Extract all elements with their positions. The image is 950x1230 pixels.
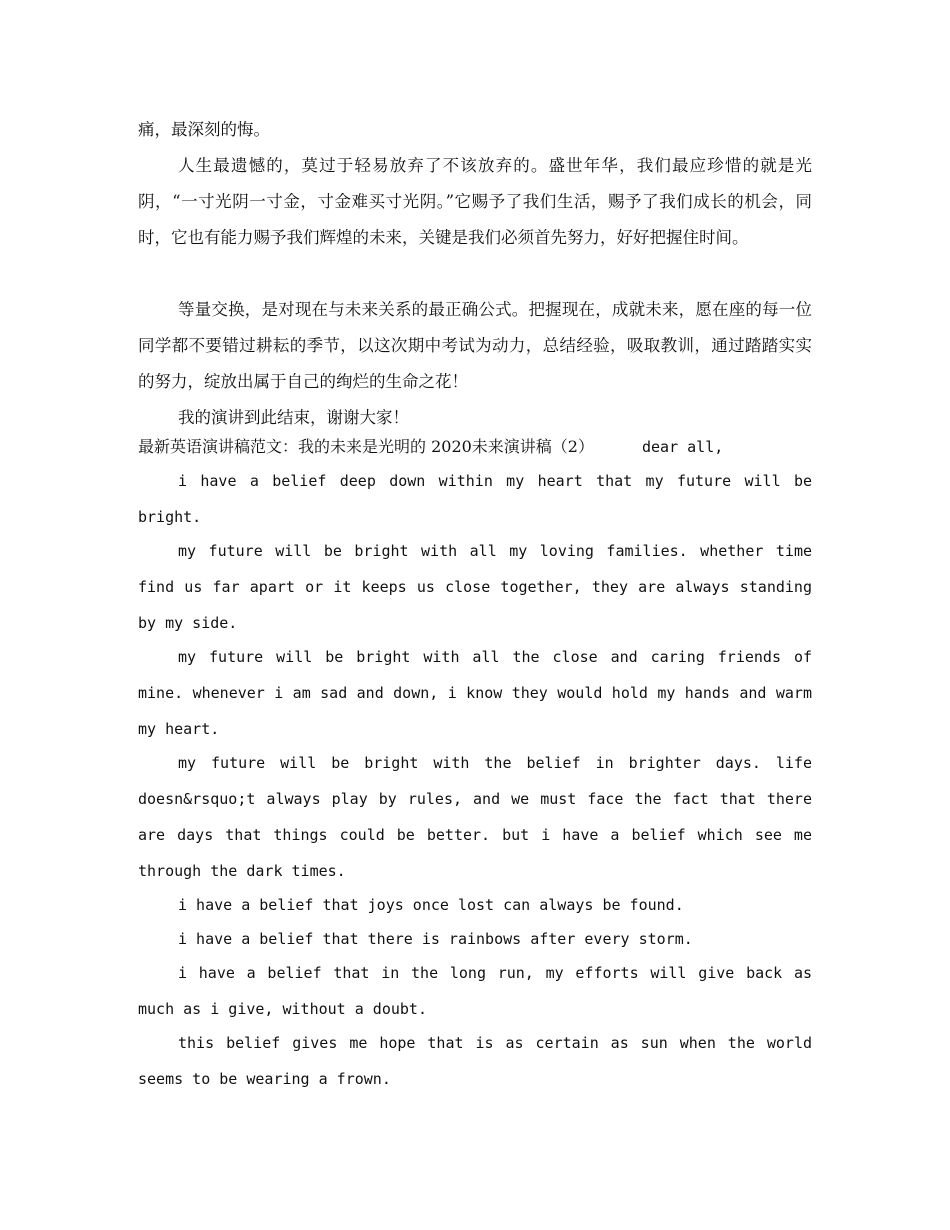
heading-greeting: dear all, xyxy=(642,438,724,456)
paragraph-rainbows: i have a belief that there is rainbows after every storm. xyxy=(178,930,693,948)
section-heading xyxy=(138,435,812,460)
paragraph-hope: this belief gives me hope that is as certain as sun when the world seems to be wearing a frown. xyxy=(138,1034,812,1088)
paragraph-joys: i have a belief that joys once lost can always be found. xyxy=(178,896,684,914)
paragraph-brighter-days: my future will be bright with the belief in brighter days. life doesn&rsquo;t always play by rules, and we must face the fact that there are days that things could be better. but i have a belief which see me through the dark times. xyxy=(138,754,812,880)
paragraph-efforts: i have a belief that in the long run, my efforts will give back as much as i give, without a doubt. xyxy=(138,964,812,1018)
paragraph-belief-intro: i have a belief deep down within my heart that my future will be bright. xyxy=(138,472,812,526)
paragraph-time-cherish: 人生最遗憾的，莫过于轻易放弃了不该放弃的。盛世年华，我们最应珍惜的就是光阴，“一寸光阴一寸金，寸金难买寸光阴。”它赐予了我们生活，赐予了我们成长的机会，同时，它也有能力赐予我们辉煌的未来，关键是我们必须首先努力，好好把握住时间。 xyxy=(138,156,812,247)
paragraph-friends: my future will be bright with all the close and caring friends of mine. whenever i am sad and down, i know they would hold my hands and warm my heart. xyxy=(138,648,812,738)
paragraph-closing: 我的演讲到此结束，谢谢大家！ xyxy=(178,408,409,427)
paragraph-equal-exchange: 等量交换，是对现在与未来关系的最正确公式。把握现在，成就未来，愿在座的每一位同学都不要错过耕耘的季节，以这次期中考试为动力，总结经验，吸取教训，通过踏踏实实的努力，绽放出属于自己的绚烂的生命之花！ xyxy=(138,300,812,391)
paragraph-continuation: 痛，最深刻的悔。 xyxy=(138,120,270,139)
paragraph-families: my future will be bright with all my loving families. whether time find us far apart or it keeps us close together, they are always standing by my side. xyxy=(138,542,812,632)
heading-title: 最新英语演讲稿范文：我的未来是光明的 2020未来演讲稿（2） xyxy=(138,437,594,456)
